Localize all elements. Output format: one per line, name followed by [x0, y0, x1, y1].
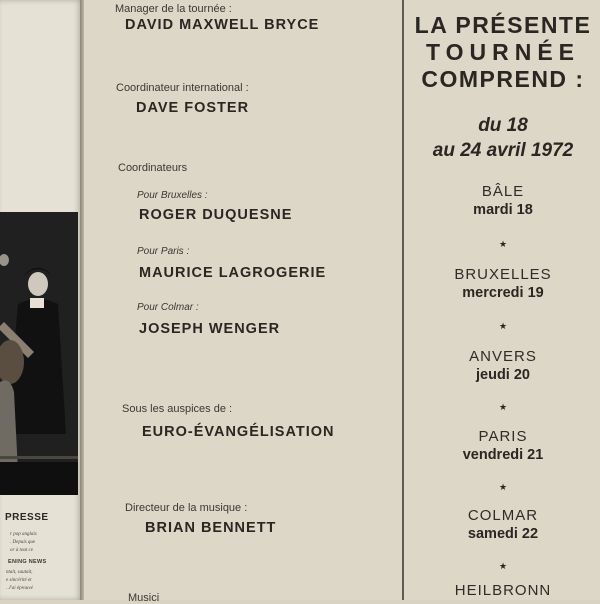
press-line: or à tout ce [10, 548, 33, 553]
stop-city: COLMAR [467, 507, 539, 524]
star-separator: ★ [498, 482, 508, 492]
press-line: ntait, sautait, [6, 570, 33, 575]
stop-city: BÂLE [481, 183, 525, 200]
credit-name-international-coordinator: DAVE FOSTER [136, 100, 250, 116]
press-line: r pop anglais [10, 532, 37, 537]
concert-photo [0, 212, 78, 495]
tour-schedule [406, 0, 600, 600]
tour-stop [406, 507, 600, 544]
press-line: . Depuis que [10, 540, 36, 545]
stop-city: PARIS [478, 428, 528, 445]
credit-name-colmar: JOSEPH WENGER [139, 321, 281, 337]
dates-line: au 24 avril 1972 [432, 140, 574, 161]
heading-line: COMPREND : [421, 66, 585, 92]
left-page [0, 0, 82, 600]
credit-label-brussels: Pour Bruxelles : [137, 190, 208, 201]
stop-city: ANVERS [469, 348, 537, 365]
credit-name-auspices: EURO-ÉVANGÉLISATION [142, 424, 335, 440]
right-page [84, 0, 600, 604]
stop-day: jeudi 20 [476, 367, 530, 383]
stop-day: samedi 22 [467, 526, 539, 542]
credit-label-musicians: Musici [128, 592, 160, 604]
credit-name-tour-manager: DAVID MAXWELL BRYCE [125, 17, 320, 33]
press-title: PRESSE [5, 512, 49, 523]
credits-column [84, 0, 400, 604]
tour-stop [406, 266, 600, 303]
press-source: ENING NEWS [8, 559, 47, 565]
credit-name-music-director: BRIAN BENNETT [145, 520, 277, 536]
star-separator: ★ [498, 561, 508, 571]
stop-day: mercredi 19 [462, 285, 544, 301]
credit-name-paris: MAURICE LAGROGERIE [139, 265, 327, 281]
press-line: . J'ai éprouvé [6, 586, 33, 591]
heading-line: LA PRÉSENTE [414, 12, 592, 38]
credit-label-coordinators: Coordinateurs [118, 162, 188, 174]
tour-stop [406, 183, 600, 220]
press-line: e sincérité et [6, 578, 32, 583]
heading-line: TOURNÉE [425, 39, 581, 65]
stop-day: vendredi 21 [462, 447, 544, 463]
stop-city: HEILBRONN [454, 582, 552, 599]
tour-stop [406, 582, 600, 600]
credit-label-music-director: Directeur de la musique : [125, 502, 248, 514]
tour-dates [406, 113, 600, 163]
credit-label-tour-manager: Manager de la tournée : [115, 3, 232, 15]
schedule-heading [406, 12, 600, 93]
tour-stop [406, 428, 600, 465]
credit-label-paris: Pour Paris : [137, 246, 190, 257]
press-excerpt [0, 512, 80, 593]
stop-city: BRUXELLES [454, 266, 552, 283]
credit-name-brussels: ROGER DUQUESNE [139, 207, 293, 223]
star-separator: ★ [498, 402, 508, 412]
star-separator: ★ [498, 239, 508, 249]
dates-line: du 18 [478, 115, 528, 136]
tour-stop [406, 348, 600, 385]
credit-label-international-coordinator: Coordinateur international : [116, 82, 249, 94]
column-divider [402, 0, 404, 600]
credit-label-colmar: Pour Colmar : [137, 302, 199, 313]
stop-day: mardi 18 [473, 202, 533, 218]
credit-label-auspices: Sous les auspices de : [122, 403, 233, 415]
star-separator: ★ [498, 321, 508, 331]
